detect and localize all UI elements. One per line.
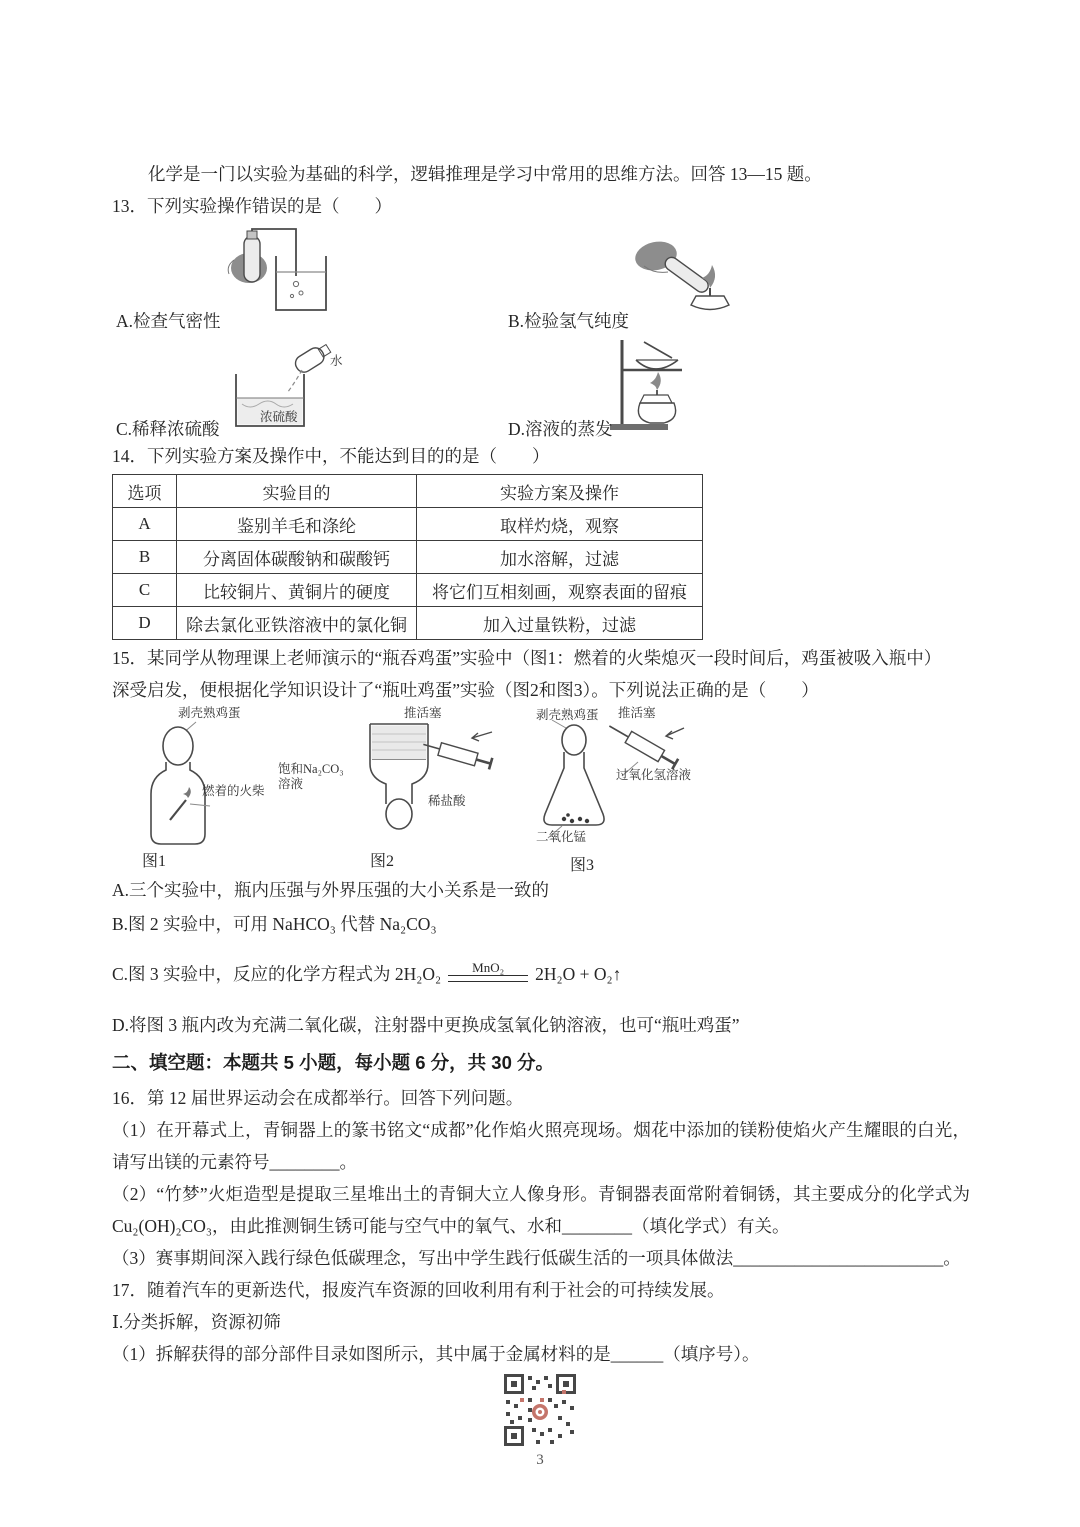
q14-table: [112, 474, 703, 640]
q15-option-a: A.三个实验中，瓶内压强与外界压强的大小关系是一致的: [112, 880, 550, 900]
q15-stem-line2: 深受启发，便根据化学知识设计了“瓶吐鸡蛋”实验（图2和图3）。下列说法正确的是（ ）: [112, 680, 819, 700]
q14-cell-option: C: [113, 574, 177, 607]
section-2-heading: 二、填空题：本题共 5 小题，每小题 6 分，共 30 分。: [112, 1052, 554, 1073]
q14-header-option: 选项: [113, 475, 177, 508]
evaporation-illustration: [608, 334, 696, 434]
fig1-caption: 图1: [142, 853, 167, 870]
fig2-acid-label: 稀盐酸: [428, 794, 466, 808]
q15-option-c-suffix: 2H₂O + O₂↑: [535, 964, 622, 984]
fig2-caption: 图2: [370, 853, 395, 870]
q14-cell-option: A: [113, 508, 177, 541]
table-row: [113, 607, 703, 640]
q13-option-a-label: A.检查气密性: [116, 311, 221, 331]
fig1-egg-label: 剥壳熟鸡蛋: [178, 706, 241, 720]
q13-option-d-label: D.溶液的蒸发: [508, 419, 613, 439]
q16-part1: （1）在开幕式上，青铜器上的篆书铭文“成都”化作焰火照亮现场。烟花中添加的镁粉使焰火产生耀眼的白光，请写出镁的元素符号________。: [112, 1120, 970, 1172]
q17-sub1: Ⅰ.分类拆解，资源初筛: [112, 1312, 281, 1332]
table-row: [113, 541, 703, 574]
table-row: [113, 574, 703, 607]
table-row: [113, 508, 703, 541]
q16-part3: （3）赛事期间深入践行绿色低碳理念，写出中学生践行低碳生活的一项具体做法________________________。: [112, 1248, 961, 1268]
q16-stem: 16．第 12 届世界运动会在成都举行。回答下列问题。: [112, 1088, 524, 1108]
q17-stem: 17．随着汽车的更新迭代，报废汽车资源的回收利用有利于社会的可持续发展。: [112, 1280, 725, 1300]
q15-figures: [112, 706, 970, 874]
q14-cell-purpose: 鉴别羊毛和涤纶: [177, 508, 417, 541]
q14-cell-option: D: [113, 607, 177, 640]
intro-text: 化学是一门以实验为基础的科学，逻辑推理是学习中常用的思维方法。回答 13—15 题。: [148, 164, 822, 184]
fig3-peroxide-label: 过氧化氢溶液: [616, 768, 692, 782]
q15-option-c: [112, 942, 970, 1006]
fig3-piston-label: 推活塞: [618, 706, 656, 720]
airtightness-check-illustration: [222, 226, 342, 322]
fig3-egg-label: 剥壳熟鸡蛋: [536, 708, 599, 722]
q14-cell-option: B: [113, 541, 177, 574]
q13-option-c-label: C.稀释浓硫酸: [116, 419, 220, 439]
fig2-piston-label: 推活塞: [404, 706, 442, 720]
q15-option-d: D.将图 3 瓶内改为充满二氧化碳，注射器中更换成氢氧化钠溶液，也可“瓶吐鸡蛋”: [112, 1015, 740, 1035]
page-number: 3: [536, 1452, 544, 1468]
q14-header-row: [113, 475, 703, 508]
q13-figures: [112, 222, 970, 440]
q15-option-c-prefix: C.图 3 实验中，反应的化学方程式为 2H₂O₂: [112, 964, 442, 984]
q15-stem-line1: 15．某同学从物理课上老师演示的“瓶吞鸡蛋”实验中（图1：燃着的火柴熄灭一段时间后，鸡蛋被吸入瓶中）: [112, 648, 942, 668]
fig2-solution-label: 饱和Na₂CO₃溶液: [278, 762, 344, 791]
q15-option-b: B.图 2 实验中，可用 NaHCO₃ 代替 Na₂CO₃: [112, 914, 437, 934]
q14-header-plan: 实验方案及操作: [417, 475, 703, 508]
page-content: [112, 158, 970, 1370]
hydrogen-purity-test-illustration: [626, 232, 758, 320]
q16-part2: （2）“竹梦”火炬造型是提取三星堆出土的青铜大立人像身形。青铜器表面常附着铜锈，其主要成分的化学式为 Cu₂(OH)₂CO₃，由此推测铜生锈可能与空气中的氧气、水和________（填化学式）有关。: [112, 1184, 970, 1236]
fig1-match-label: 燃着的火柴: [202, 784, 265, 798]
qr-code: [502, 1372, 578, 1448]
equation-condition-stack: [448, 960, 528, 982]
q14-cell-purpose: 比较铜片、黄铜片的硬度: [177, 574, 417, 607]
water-label: 水: [330, 354, 343, 368]
fig3-mno2-label: 二氧化锰: [536, 830, 587, 844]
concentrated-acid-label: 浓硫酸: [260, 410, 298, 424]
q14-cell-plan: 将它们互相刻画，观察表面的留痕: [417, 574, 703, 607]
catalyst-formula: MnO₂: [472, 960, 505, 975]
q14-stem: 14．下列实验方案及操作中，不能达到目的的是（ ）: [112, 446, 550, 466]
q14-header-purpose: 实验目的: [177, 475, 417, 508]
q14-cell-plan: 取样灼烧，观察: [417, 508, 703, 541]
q17-part1: （1）拆解获得的部分部件目录如图所示，其中属于金属材料的是______（填序号）。: [112, 1344, 760, 1364]
q14-cell-purpose: 分离固体碳酸钠和碳酸钙: [177, 541, 417, 574]
equation-equals-lines: [448, 975, 528, 982]
q13-stem: 13．下列实验操作错误的是（ ）: [112, 196, 392, 216]
q14-cell-plan: 加入过量铁粉，过滤: [417, 607, 703, 640]
q13-option-b-label: B.检验氢气纯度: [508, 311, 630, 331]
fig2-bottle-eject-egg-illustration: [342, 714, 497, 852]
fig3-caption: 图3: [570, 857, 595, 874]
q14-cell-purpose: 除去氯化亚铁溶液中的氯化铜: [177, 607, 417, 640]
q14-cell-plan: 加水溶解，过滤: [417, 541, 703, 574]
